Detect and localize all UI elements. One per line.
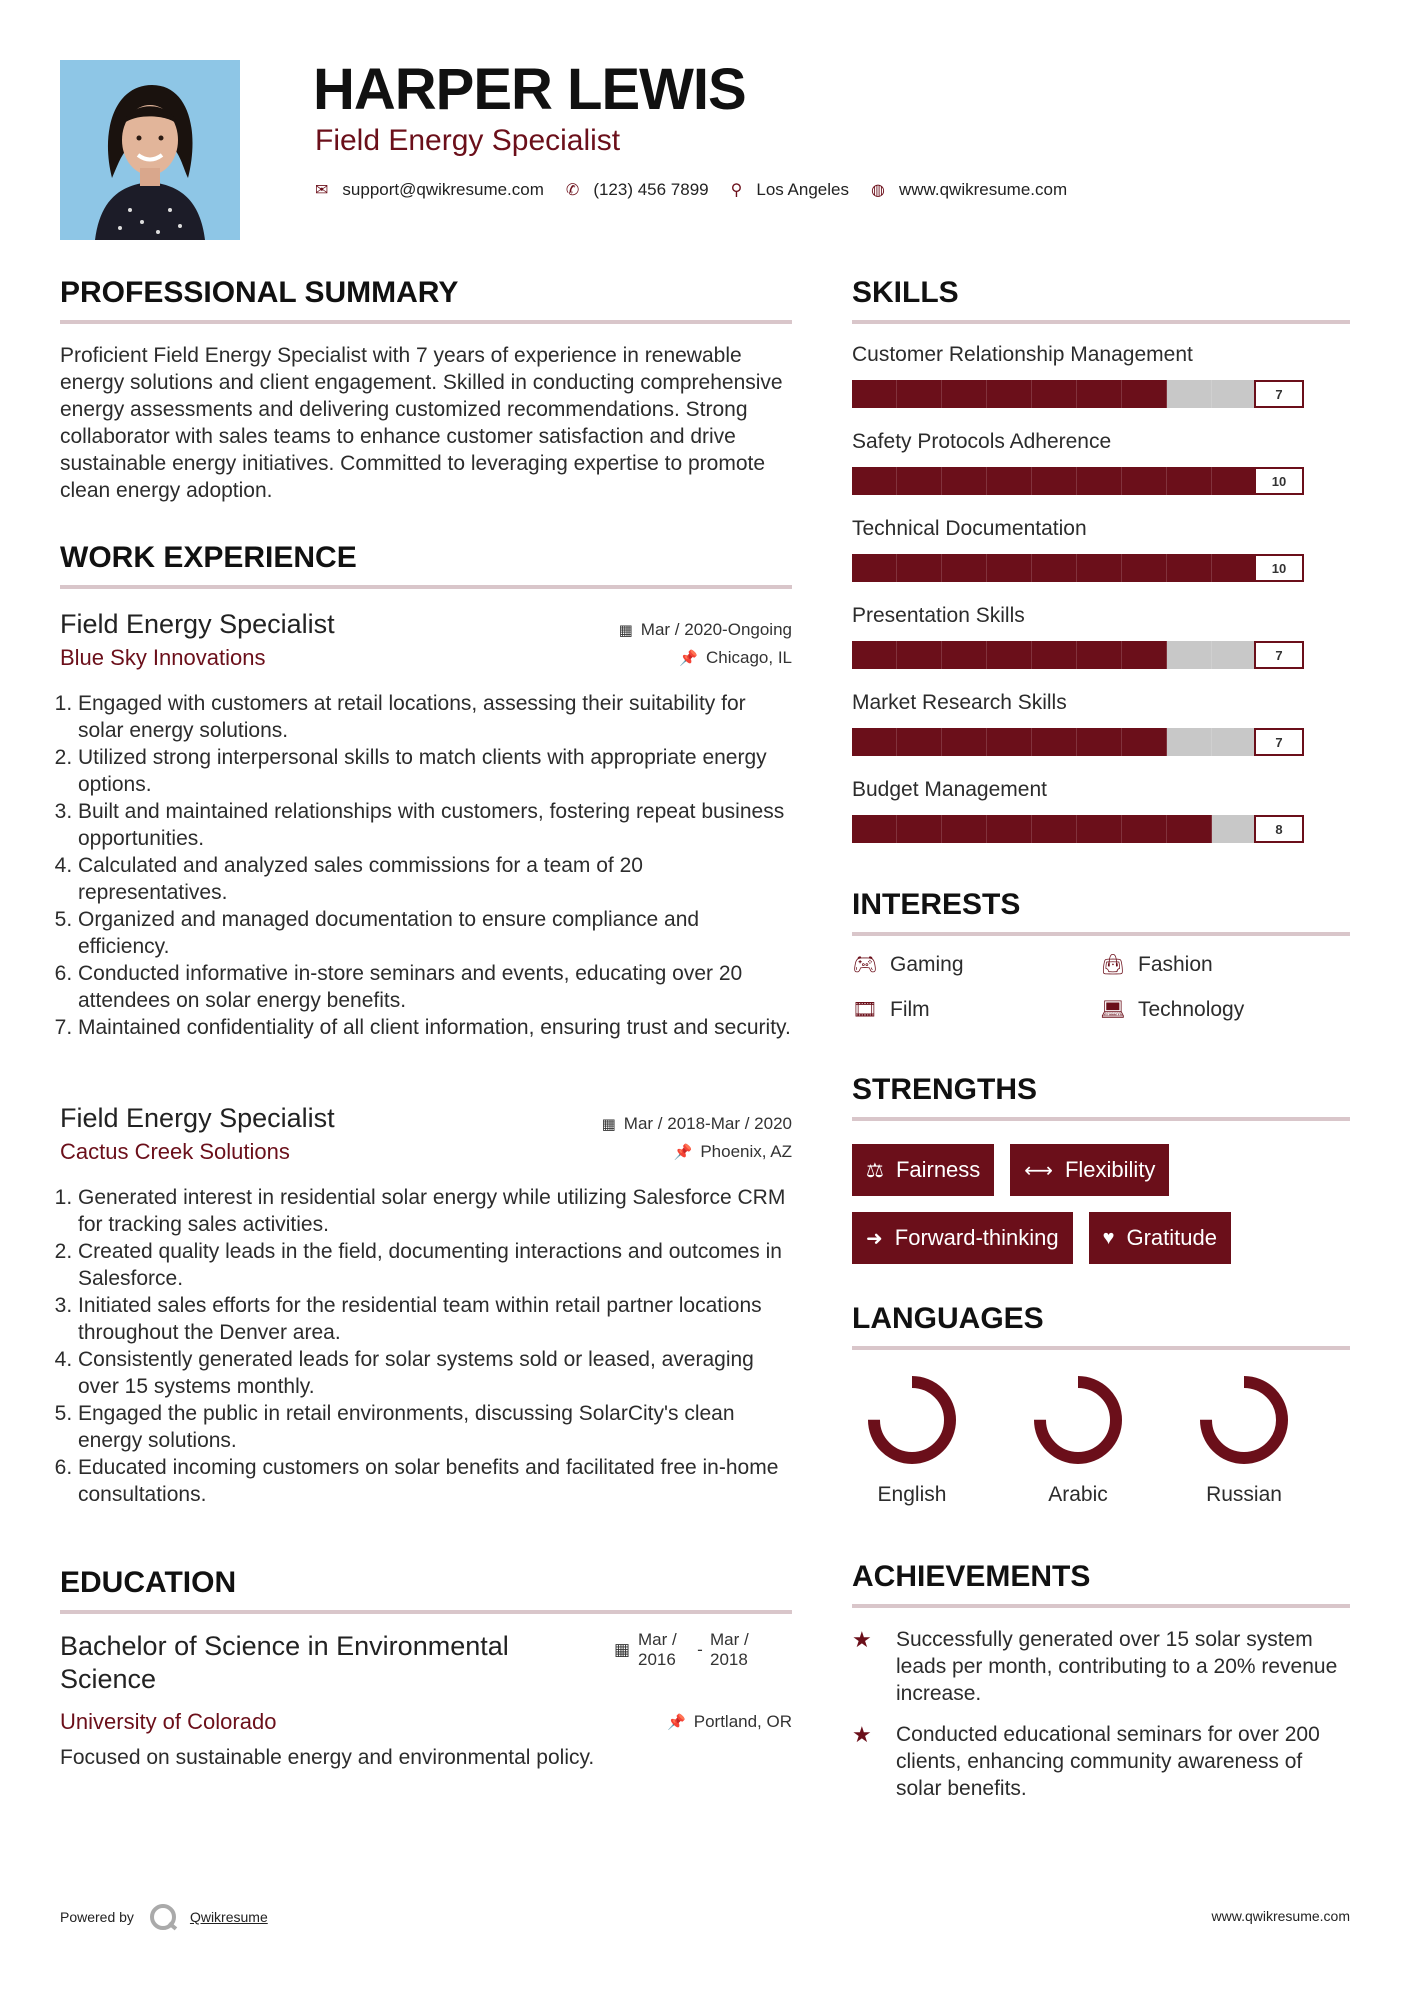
education-location — [667, 1712, 792, 1732]
skill-bar-segment — [1212, 815, 1257, 843]
powered-by-text: Powered by — [60, 1909, 134, 1925]
skill-level-bar — [852, 380, 1302, 408]
skill-name: Safety Protocols Adherence — [852, 430, 1112, 453]
job-location-text: Phoenix, AZ — [700, 1142, 792, 1161]
skill-bar-segment — [1032, 728, 1077, 756]
interests-grid — [852, 952, 1350, 1022]
skill-bar-segment — [1032, 641, 1077, 669]
skill-bar-segment — [1122, 641, 1167, 669]
list-item: 1. Engaged with customers at retail locations, assessing their suitability for solar energy solutions. — [78, 690, 792, 744]
skill-bar-segment — [1077, 554, 1122, 582]
job-dates-text: Mar / 2020-Ongoing — [640, 620, 792, 639]
job-responsibilities — [60, 690, 792, 1041]
skill-bar-segment — [942, 554, 987, 582]
star-icon: ★ — [852, 1722, 872, 1747]
skill-item — [852, 340, 1350, 427]
achievement-text: Successfully generated over 15 solar system leads per month, contributing to a 20% revenue increase. — [896, 1628, 1338, 1705]
education-divider — [60, 1610, 792, 1614]
skill-item — [852, 427, 1350, 514]
skill-bar-segment — [1122, 380, 1167, 408]
language-name: Arabic — [1048, 1483, 1108, 1506]
calendar-icon: ▦ — [618, 622, 633, 639]
achievements-list — [852, 1626, 1350, 1802]
skill-item — [852, 601, 1350, 688]
job-dates-text: Mar / 2018-Mar / 2020 — [623, 1114, 792, 1133]
list-item: 4. Consistently generated leads for solar systems sold or leased, averaging over 15 systems monthly. — [78, 1346, 792, 1400]
education-heading: EDUCATION — [60, 1566, 237, 1599]
skill-bar-row — [852, 380, 1350, 408]
skill-bar-row — [852, 815, 1350, 843]
skill-bar-segment — [897, 554, 942, 582]
skill-bar-segment — [1122, 815, 1167, 843]
job-title: Field Energy Specialist — [60, 609, 335, 639]
job-title: Field Energy Specialist — [60, 1103, 335, 1133]
candidate-title: Field Energy Specialist — [315, 124, 621, 157]
job-responsibilities — [60, 1184, 792, 1508]
experience-divider — [60, 585, 792, 589]
list-item: 3. Initiated sales efforts for the residential team within retail partner locations throughout the Denver area. — [78, 1292, 792, 1346]
list-item: 2. Created quality leads in the field, documenting interactions and outcomes in Salesforce. — [78, 1238, 792, 1292]
skill-bar-segment — [852, 554, 897, 582]
skill-item — [852, 775, 1350, 862]
skill-level-bar — [852, 554, 1302, 582]
skill-level-bar — [852, 641, 1302, 669]
skill-bar-segment — [1077, 815, 1122, 843]
list-item: 1. Generated interest in residential solar energy while utilizing Salesforce CRM for tracking sales activities. — [78, 1184, 792, 1238]
skill-bar-segment — [987, 380, 1032, 408]
skill-bar-row — [852, 728, 1350, 756]
experience-heading: WORK EXPERIENCE — [60, 541, 357, 574]
strength-forward-thinking — [852, 1212, 1073, 1264]
skill-level-badge: 10 — [1254, 554, 1304, 582]
language-proficiency-ring — [1028, 1370, 1128, 1470]
strength-label: Fairness — [895, 1157, 981, 1182]
language-proficiency-ring — [862, 1370, 962, 1470]
language-item — [842, 1370, 982, 1507]
interest-film — [852, 997, 1100, 1022]
strength-flexibility — [1010, 1144, 1169, 1196]
shopping-bag-icon: 👜︎ — [1100, 954, 1126, 976]
skill-bar-segment — [1032, 554, 1077, 582]
skill-bar-segment — [1122, 728, 1167, 756]
achievement-item — [852, 1721, 1350, 1802]
contact-website[interactable] — [871, 180, 1067, 200]
skill-bar-segment — [1032, 815, 1077, 843]
skill-level-badge: 8 — [1254, 815, 1304, 843]
skill-bar-segment — [987, 728, 1032, 756]
skill-bar-segment — [1167, 380, 1212, 408]
envelope-icon: ✉ — [315, 182, 329, 199]
interest-gaming — [852, 952, 1100, 977]
list-item: 6. Educated incoming customers on solar benefits and facilitated free in-home consultations. — [78, 1454, 792, 1508]
globe-icon: ◍ — [871, 182, 885, 199]
contact-location-text: Los Angeles — [756, 180, 849, 199]
skill-bar-segment — [897, 641, 942, 669]
achievements-heading: ACHIEVEMENTS — [852, 1560, 1091, 1593]
arrow-right-icon: ➜ — [866, 1227, 883, 1250]
skill-bar-segment — [987, 641, 1032, 669]
profile-photo — [60, 60, 240, 240]
strength-fairness — [852, 1144, 994, 1196]
language-proficiency-ring — [1194, 1370, 1294, 1470]
interest-label: Gaming — [890, 952, 964, 976]
job-location — [674, 1142, 792, 1162]
list-item: 5. Organized and managed documentation to ensure compliance and efficiency. — [78, 906, 792, 960]
language-name: Russian — [1206, 1483, 1282, 1506]
skill-bar-segment — [1212, 380, 1257, 408]
achievement-text: Conducted educational seminars for over 200 clients, enhancing community awareness of solar benefits. — [896, 1723, 1320, 1800]
pushpin-icon: 📌 — [667, 1714, 686, 1731]
skill-bar-row — [852, 554, 1350, 582]
skill-bar-segment — [1077, 728, 1122, 756]
job-company: Cactus Creek Solutions — [60, 1139, 290, 1164]
job-entry-1 — [60, 606, 792, 1041]
skill-bar-segment — [1032, 467, 1077, 495]
interest-label: Technology — [1138, 997, 1245, 1021]
candidate-name: HARPER LEWIS — [313, 57, 746, 122]
contact-website-text: www.qwikresume.com — [898, 180, 1068, 199]
list-item: 5. Engaged the public in retail environments, discussing SolarCity's clean energy solutions. — [78, 1400, 792, 1454]
education-note: Focused on sustainable energy and environmental policy. — [60, 1746, 595, 1769]
achievement-item — [852, 1626, 1350, 1707]
strength-label: Forward-thinking — [894, 1225, 1059, 1250]
language-proficiency-arc — [1040, 1382, 1116, 1458]
interest-label: Film — [890, 997, 930, 1021]
skill-bar-row — [852, 641, 1350, 669]
phone-icon: ✆ — [565, 182, 580, 199]
footer-url[interactable]: www.qwikresume.com — [1211, 1908, 1350, 1924]
list-item: 6. Conducted informative in-store seminars and events, educating over 20 attendees on solar energy benefits. — [78, 960, 792, 1014]
skill-level-badge: 7 — [1254, 380, 1304, 408]
language-name: English — [877, 1483, 947, 1506]
interests-heading: INTERESTS — [852, 888, 1021, 921]
strengths-row-2 — [852, 1212, 1231, 1264]
skills-heading: SKILLS — [852, 276, 959, 309]
skill-bar-segment — [852, 467, 897, 495]
skill-bar-segment — [1122, 554, 1167, 582]
skill-name: Technical Documentation — [852, 517, 1087, 540]
interest-fashion — [1100, 952, 1350, 977]
laptop-icon: 💻︎ — [1100, 999, 1126, 1021]
contact-location — [731, 180, 849, 200]
star-icon: ★ — [852, 1627, 872, 1652]
balance-scale-icon: ⚖ — [866, 1159, 884, 1182]
skill-bar-segment — [1167, 641, 1212, 669]
interest-label: Fashion — [1138, 952, 1213, 976]
skill-bar-segment — [942, 380, 987, 408]
skill-bar-segment — [897, 380, 942, 408]
degree-title: Bachelor of Science in Environmental Science — [60, 1631, 509, 1694]
list-item: 2. Utilized strong interpersonal skills to match clients with appropriate energy options. — [78, 744, 792, 798]
heart-icon: ♥ — [1102, 1226, 1115, 1249]
skill-bar-segment — [1032, 380, 1077, 408]
skill-item — [852, 688, 1350, 775]
skill-bar-segment — [1212, 641, 1257, 669]
education-location-text: Portland, OR — [693, 1712, 792, 1731]
calendar-icon: ▦ — [601, 1116, 616, 1133]
skill-bar-segment — [1212, 728, 1257, 756]
brand-link[interactable]: Qwikresume — [189, 1909, 268, 1925]
strength-label: Gratitude — [1126, 1225, 1217, 1250]
skill-bar-row — [852, 467, 1350, 495]
contact-phone-text: (123) 456 7899 — [593, 180, 709, 199]
strengths-heading: STRENGTHS — [852, 1073, 1038, 1106]
strengths-row-1 — [852, 1144, 1169, 1196]
skill-bar-segment — [1122, 467, 1167, 495]
skills-divider — [852, 320, 1350, 324]
list-item: 7. Maintained confidentiality of all client information, ensuring trust and security. — [78, 1014, 792, 1041]
skill-bar-segment — [852, 815, 897, 843]
language-proficiency-arc — [874, 1382, 950, 1458]
skill-name: Market Research Skills — [852, 691, 1067, 714]
pushpin-icon: 📌 — [673, 1144, 693, 1161]
languages-divider — [852, 1346, 1350, 1350]
education-date-separator: - — [697, 1640, 703, 1659]
job-location-text: Chicago, IL — [706, 648, 792, 667]
skill-level-badge: 7 — [1254, 641, 1304, 669]
film-icon: 🎞︎ — [852, 999, 878, 1021]
interest-technology — [1100, 997, 1350, 1022]
skill-bar-segment — [987, 467, 1032, 495]
skill-bar-segment — [1212, 554, 1257, 582]
skill-bar-segment — [897, 815, 942, 843]
list-item: 4. Calculated and analyzed sales commissions for a team of 20 representatives. — [78, 852, 792, 906]
skill-bar-segment — [852, 728, 897, 756]
contact-row — [315, 176, 1089, 204]
skill-bar-segment — [1077, 467, 1122, 495]
skill-bar-segment — [987, 815, 1032, 843]
education-date-end: Mar / 2018 — [710, 1630, 749, 1669]
skill-bar-segment — [897, 467, 942, 495]
skill-level-badge: 10 — [1254, 467, 1304, 495]
language-item — [1174, 1370, 1314, 1507]
summary-heading: PROFESSIONAL SUMMARY — [60, 276, 459, 309]
gamepad-icon: 🎮︎ — [852, 954, 878, 976]
job-company: Blue Sky Innovations — [60, 645, 266, 670]
skill-name: Budget Management — [852, 778, 1047, 801]
skill-item — [852, 514, 1350, 601]
skill-name: Presentation Skills — [852, 604, 1025, 627]
skill-bar-segment — [897, 728, 942, 756]
language-proficiency-arc — [1206, 1382, 1282, 1458]
skill-bar-segment — [1167, 467, 1212, 495]
contact-email[interactable] — [315, 180, 544, 200]
skill-bar-segment — [1167, 554, 1212, 582]
skill-bar-segment — [852, 641, 897, 669]
education-entry — [60, 1630, 792, 1771]
list-item: 3. Built and maintained relationships with customers, fostering repeat business opportunities. — [78, 798, 792, 852]
skill-bar-segment — [942, 728, 987, 756]
strength-gratitude — [1089, 1212, 1231, 1264]
contact-phone[interactable] — [566, 180, 709, 200]
footer-powered-by — [60, 1904, 268, 1930]
map-marker-icon: ⚲ — [730, 182, 743, 199]
skill-bar-segment — [987, 554, 1032, 582]
education-dates — [614, 1630, 762, 1696]
language-item — [1008, 1370, 1148, 1507]
job-entry-2 — [60, 1100, 792, 1508]
skill-bar-segment — [1077, 380, 1122, 408]
strength-label: Flexibility — [1064, 1157, 1156, 1182]
job-dates — [619, 620, 792, 640]
education-date-start: Mar / 2016 — [638, 1630, 677, 1669]
achievements-divider — [852, 1604, 1350, 1608]
skill-level-bar — [852, 815, 1302, 843]
skill-level-bar — [852, 728, 1302, 756]
job-location — [679, 648, 792, 668]
qwikresume-logo-icon — [150, 1904, 176, 1930]
skill-level-badge: 7 — [1254, 728, 1304, 756]
job-dates — [602, 1114, 792, 1134]
calendar-icon: ▦ — [613, 1640, 630, 1659]
interests-divider — [852, 932, 1350, 936]
contact-email-text: support@qwikresume.com — [342, 180, 544, 199]
skill-level-bar — [852, 467, 1302, 495]
skill-bar-segment — [1212, 467, 1257, 495]
skill-bar-segment — [942, 815, 987, 843]
skill-name: Customer Relationship Management — [852, 343, 1193, 366]
skill-bar-segment — [1167, 815, 1212, 843]
pushpin-icon: 📌 — [679, 650, 698, 667]
skill-bar-segment — [1167, 728, 1212, 756]
skill-bar-segment — [1077, 641, 1122, 669]
arrows-horizontal-icon: ⟷ — [1024, 1159, 1053, 1182]
languages-heading: LANGUAGES — [852, 1302, 1044, 1335]
languages-list — [842, 1370, 1314, 1507]
skill-bar-segment — [942, 641, 987, 669]
skill-bar-segment — [852, 380, 897, 408]
skill-bar-segment — [942, 467, 987, 495]
summary-divider — [60, 320, 792, 324]
school-name: University of Colorado — [60, 1709, 277, 1734]
summary-text: Proficient Field Energy Specialist with 7 years of experience in renewable energy solutions and client engagement. Skilled in conducting comprehensive energy assessments and delivering customized recommendations. Strong collaborator with sales teams to enhance customer satisfaction and drive sustainable energy initiatives. Committed to leveraging expertise to promote clean energy adoption. — [60, 344, 783, 502]
skills-list — [852, 340, 1350, 862]
strengths-divider — [852, 1117, 1350, 1121]
